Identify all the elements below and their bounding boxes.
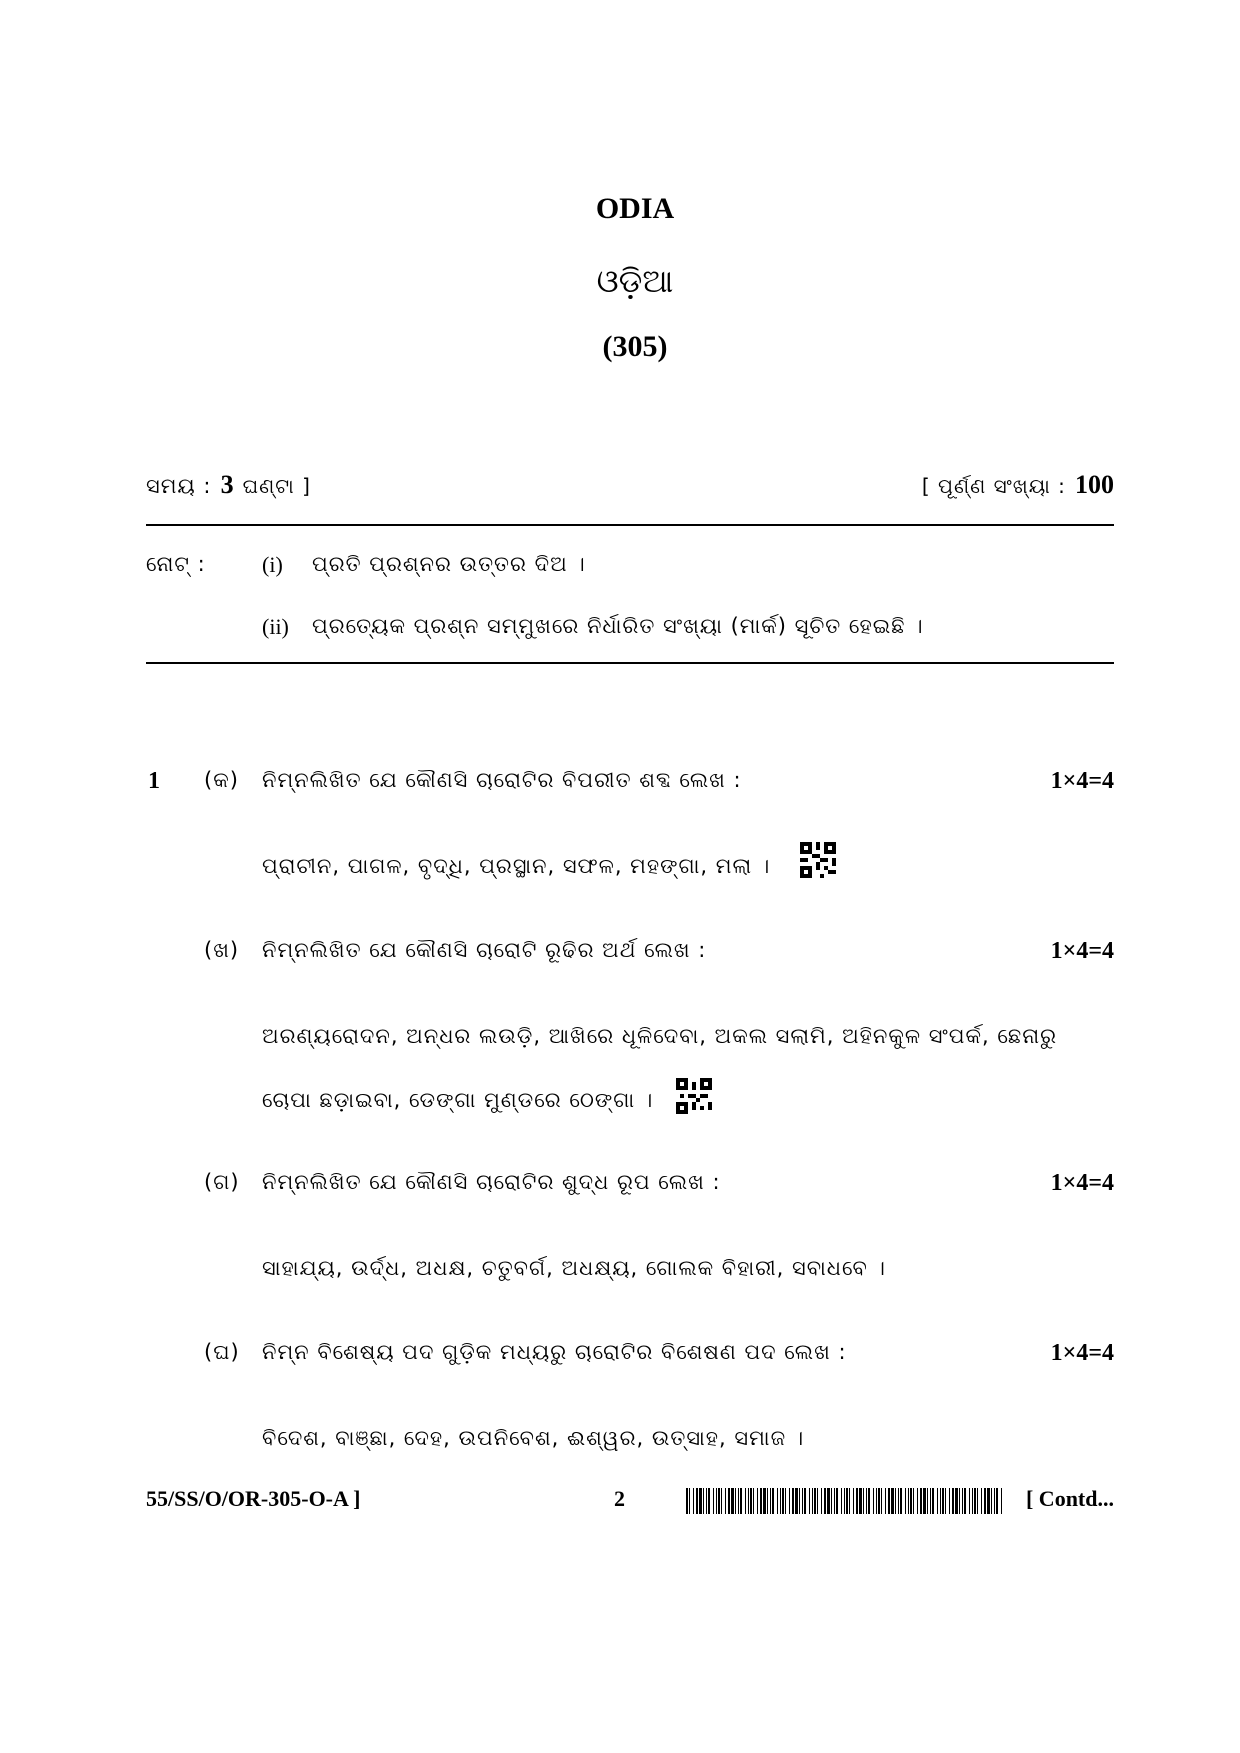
- part-prompt: ନିମ୍ନ ବିଶେଷ୍ୟ ପଦ ଗୁଡ଼ିକ ମଧ୍ୟରୁ ଚାରୋଟିର ବିଶେଷଣ ପଦ ଲେଖ :: [262, 1340, 847, 1364]
- time-unit: ଘଣ୍ଟା ]: [242, 474, 311, 498]
- qr-code-icon: [800, 842, 836, 878]
- part-content-line: ଅରଣ୍ୟରୋଦନ, ଅନ୍ଧର ଲଉଡ଼ି, ଆଖିରେ ଧୂଳିଦେବା, ଅକଲ ସଲାମି, ଅହିନକୁଳ ସଂପର୍କ, ଛେନାରୁ: [262, 1024, 1058, 1048]
- barcode-icon: [686, 1488, 1002, 1514]
- part-prompt: ନିମ୍ନଲିଖିତ ଯେ କୌଣସି ଚାରୋଟିର ବିପରୀତ ଶବ୍ଦ ଲେଖ :: [262, 768, 742, 792]
- part-label: (ଖ): [204, 938, 240, 962]
- part-marks: 1×4=4: [1050, 938, 1114, 964]
- time-label: ସମୟ :: [146, 474, 212, 498]
- note-number: (i): [262, 552, 283, 577]
- contd-label: [ Contd...: [1025, 1486, 1114, 1511]
- time-value: 3: [220, 470, 234, 499]
- part-label: (କ): [204, 768, 239, 792]
- part-content-line: ସାହାଯ୍ୟ, ଉର୍ଦ୍ଧ, ଅଧକ୍ଷ, ଚତୁବର୍ଗ, ଅଧକ୍ଷ୍ୟ, ଗୋଲକ ବିହାରୀ, ସବାଧବେ ।: [262, 1256, 886, 1280]
- subject-title-english: ODIA: [595, 192, 675, 225]
- part-marks: 1×4=4: [1050, 1340, 1114, 1366]
- part-prompt: ନିମ୍ନଲିଖିତ ଯେ କୌଣସି ଚାରୋଟିର ଶୁଦ୍ଧ ରୂପ ଲେଖ :: [262, 1170, 721, 1194]
- subject-code: (305): [602, 330, 668, 363]
- part-prompt: ନିମ୍ନଲିଖିତ ଯେ କୌଣସି ଚାରୋଟି ରୂଢିର ଅର୍ଥ ଲେଖ :: [262, 938, 707, 962]
- header-divider: [146, 524, 1114, 526]
- part-label: (ଗ): [204, 1170, 240, 1194]
- subject-title-odia: ଓଡ଼ିଆ: [596, 262, 674, 300]
- note-text: ପ୍ରତ୍ୟେକ ପ୍ରଶ୍ନ ସମ୍ମୁଖରେ ନିର୍ଧାରିତ ସଂଖ୍ୟା (ମାର୍କ) ସୂଚିତ ହେଇଛି ।: [312, 614, 924, 638]
- part-label: (ଘ): [204, 1340, 240, 1364]
- marks-value: 100: [1075, 470, 1114, 499]
- part-marks: 1×4=4: [1050, 768, 1114, 794]
- notes-divider: [146, 662, 1114, 664]
- paper-code: 55/SS/O/OR-305-O-A ]: [146, 1486, 361, 1511]
- part-content-line: ଚୋପା ଛଡ଼ାଇବା, ଡେଙ୍ଗା ମୁଣ୍ଡରେ ଠେଙ୍ଗା ।: [262, 1088, 654, 1112]
- note-text: ପ୍ରତି ପ୍ରଶ୍ନର ଉତ୍ତର ଦିଅ ।: [312, 552, 586, 576]
- qr-code-icon: [676, 1078, 712, 1114]
- part-content-line: ବିଦେଶ, ବାଞ୍ଛା, ଦେହ, ଉପନିବେଶ, ଈଶ୍ୱର, ଉତ୍ସାହ, ସମାଜ ।: [262, 1426, 805, 1450]
- time-info: [146, 470, 311, 500]
- part-content-line: ପ୍ରାଚୀନ, ପାଗଳ, ବୃଦ୍ଧି, ପ୍ରସ୍ଥାନ, ସଫଳ, ମହଙ୍ଗା, ମଲା ।: [262, 854, 771, 878]
- marks-info: [922, 470, 1114, 500]
- notes-label: ନୋଟ୍ :: [146, 552, 206, 576]
- marks-label: [ ପୂର୍ଣ୍ଣ ସଂଖ୍ୟା :: [921, 474, 1066, 498]
- part-marks: 1×4=4: [1050, 1170, 1114, 1196]
- question-number: 1: [148, 768, 160, 794]
- page-number: 2: [614, 1486, 625, 1511]
- note-number: (ii): [262, 614, 289, 639]
